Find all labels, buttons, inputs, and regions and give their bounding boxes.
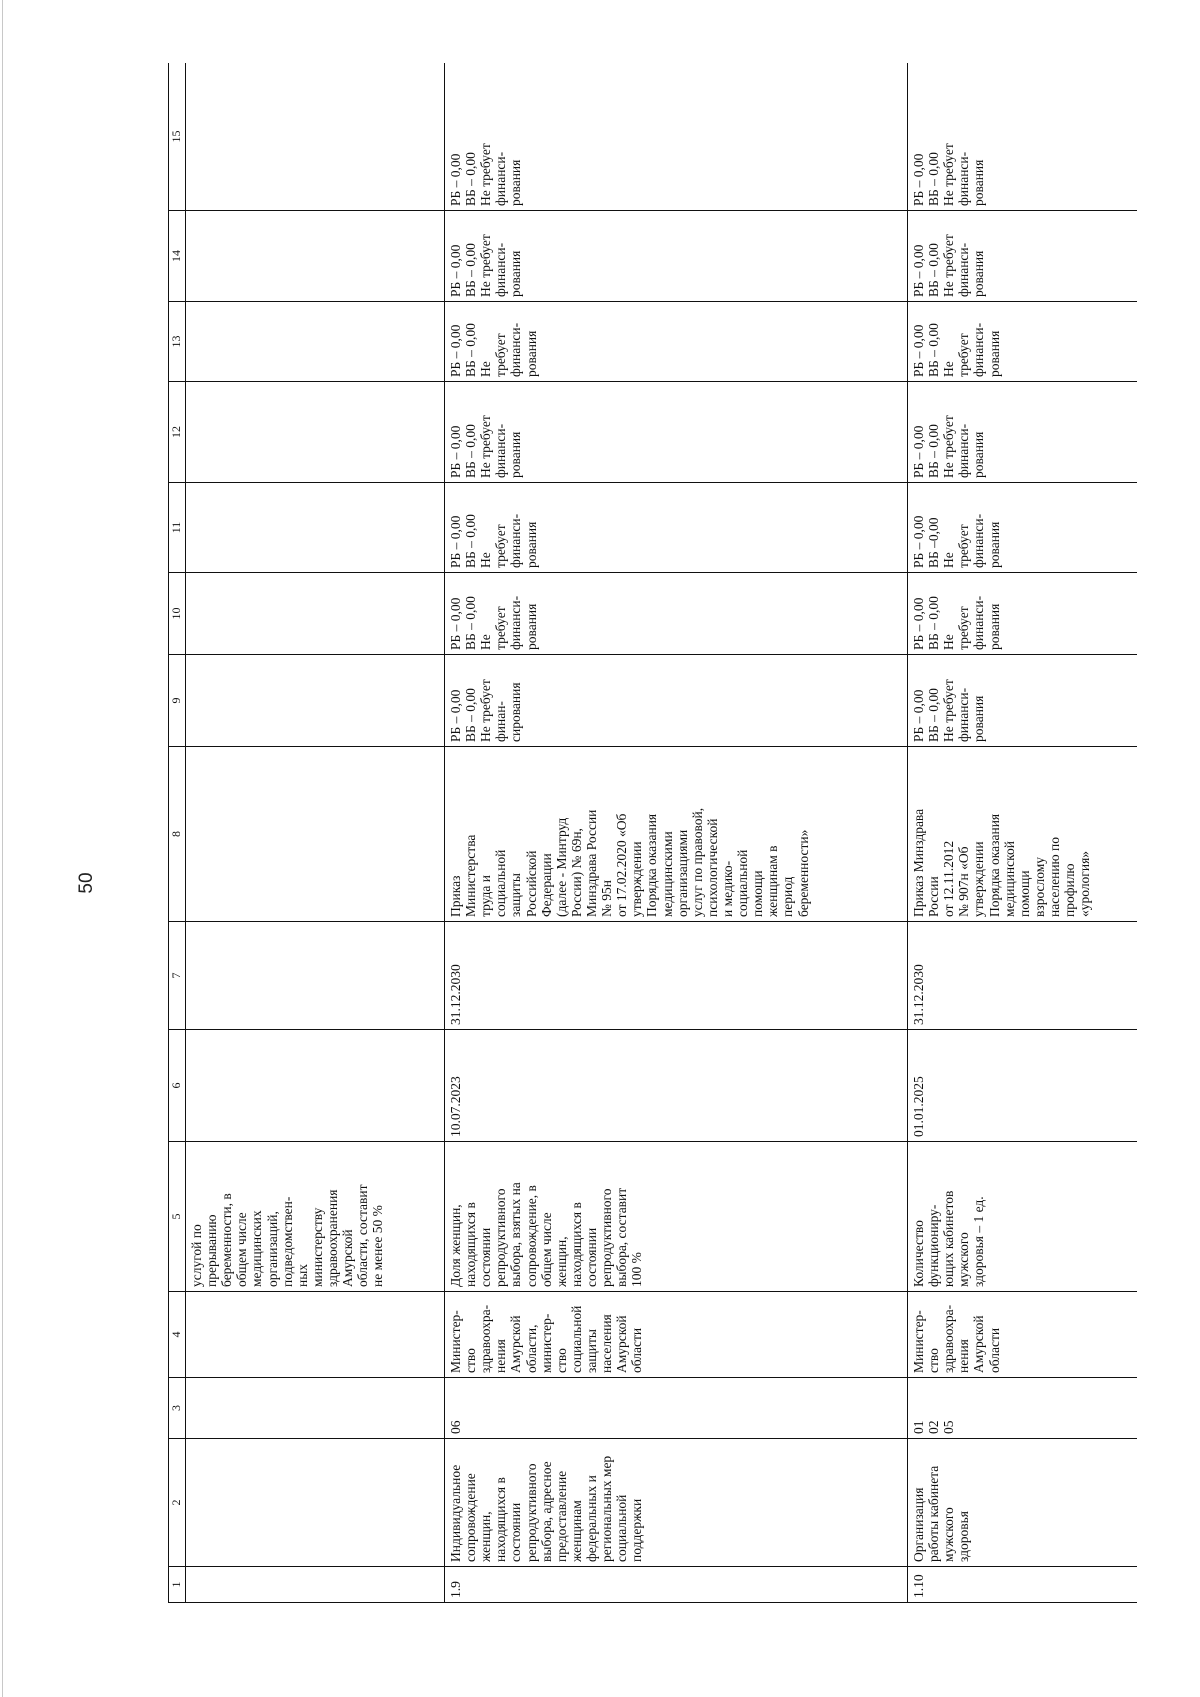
table-row [445, 63, 908, 1603]
header-cell: 8 [169, 747, 186, 922]
header-cell: 13 [169, 302, 186, 382]
cell-funding: РБ – 0,00 ВБ – 0,00 Не требует финан- сирования [445, 655, 908, 747]
cell-code: 06 [445, 1378, 908, 1439]
header-cell: 7 [169, 922, 186, 1030]
cell-funding: РБ – 0,00 ВБ – 0,00 Не требует финанси- рования [908, 302, 1138, 382]
header-cell: 14 [169, 211, 186, 302]
header-cell: 1 [169, 1567, 186, 1603]
cell-funding: РБ – 0,00 ВБ – 0,00 Не требует финанси- рования [908, 63, 1138, 211]
header-cell: 12 [169, 382, 186, 483]
cell-start-date: 01.01.2025 [908, 1030, 1138, 1142]
cell-indicator: услугой по прерыванию беременности, в общем числе медицинских организаций, подведомствен- ных министерству здравоохранения Амурской области, составит не менее 50 % [186, 1142, 445, 1292]
cell-funding: РБ – 0,00 ВБ – 0,00 Не требует финанси- рования [445, 382, 908, 483]
cell-indicator: Количество функциониру- ющих кабинетов мужского здоровья – 1 ед. [908, 1142, 1138, 1292]
cell-funding: РБ – 0,00 ВБ – 0,00 Не требует финанси- рования [908, 382, 1138, 483]
cell-funding [186, 573, 445, 655]
cell-end-date: 31.12.2030 [445, 922, 908, 1030]
cell-funding [186, 382, 445, 483]
cell-funding: РБ – 0,00 ВБ – 0,00 Не требует финанси- рования [445, 483, 908, 573]
cell-funding: РБ – 0,00 ВБ – 0,00 Не требует финанси- рования [445, 63, 908, 211]
header-cell: 9 [169, 655, 186, 747]
cell-funding [186, 211, 445, 302]
header-row [169, 63, 186, 1603]
cell-funding [186, 655, 445, 747]
table-row-continuation [186, 63, 445, 1603]
cell-funding: РБ – 0,00 ВБ –0,00 Не требует финанси- рования [908, 483, 1138, 573]
cell-end-date [186, 922, 445, 1030]
cell-funding: РБ – 0,00 ВБ – 0,00 Не требует финанси- рования [445, 302, 908, 382]
cell-number: 1.9 [445, 1567, 908, 1603]
header-cell: 3 [169, 1378, 186, 1439]
header-cell: 2 [169, 1439, 186, 1567]
cell-executor [186, 1292, 445, 1378]
header-cell: 6 [169, 1030, 186, 1142]
measures-table [168, 63, 1137, 1603]
table-row [908, 63, 1138, 1603]
cell-legal-basis [186, 747, 445, 922]
header-cell: 11 [169, 483, 186, 573]
cell-executor: Министер- ство здравоохра- нения Амурской области, министер- ство социальной защиты населения Амурской области [445, 1292, 908, 1378]
cell-funding: РБ – 0,00 ВБ – 0,00 Не требует финанси- рования [445, 211, 908, 302]
cell-start-date [186, 1030, 445, 1142]
cell-legal-basis: Приказ Минздрава России от 12.11.2012 № 907н «Об утверждении Порядка оказания медицинской помощи взрослому населению по профилю «урология» [908, 747, 1138, 922]
cell-code [186, 1378, 445, 1439]
header-cell: 10 [169, 573, 186, 655]
cell-funding: РБ – 0,00 ВБ – 0,00 Не требует финанси- рования [908, 655, 1138, 747]
scan-edge-line [2, 0, 3, 1697]
cell-funding: РБ – 0,00 ВБ – 0,00 Не требует финанси- рования [908, 211, 1138, 302]
rotated-table-frame [168, 63, 1137, 1603]
header-cell: 15 [169, 63, 186, 211]
cell-funding [186, 302, 445, 382]
cell-funding [186, 483, 445, 573]
cell-measure-name [186, 1439, 445, 1567]
cell-funding: РБ – 0,00 ВБ – 0,00 Не требует финанси- рования [445, 573, 908, 655]
page-number: 50 [76, 872, 97, 894]
cell-start-date: 10.07.2023 [445, 1030, 908, 1142]
cell-number [186, 1567, 445, 1603]
cell-code: 01 02 05 [908, 1378, 1138, 1439]
cell-funding: РБ – 0,00 ВБ – 0,00 Не требует финанси- рования [908, 573, 1138, 655]
cell-indicator: Доля женщин, находящихся в состоянии репродуктивного выбора, взятых на сопровождение, в общем числе женщин, находящихся в состоянии репродуктивного выбора, составит 100 % [445, 1142, 908, 1292]
cell-number: 1.10 [908, 1567, 1138, 1603]
header-cell: 5 [169, 1142, 186, 1292]
table-upright [168, 63, 1137, 1603]
cell-legal-basis: Приказ Министерства труда и социальной защиты Российской Федерации (далее - Минтруд России) № 69н, Минздрава России № 95н от 17.02.2020 «Об утверждении Порядка оказания медицинскими организациями услуг по правовой, психологической и медико- социальной помощи женщинам в период беременности» [445, 747, 908, 922]
cell-measure-name: Организация работы кабинета мужского здоровья [908, 1439, 1138, 1567]
cell-end-date: 31.12.2030 [908, 922, 1138, 1030]
header-cell: 4 [169, 1292, 186, 1378]
cell-executor: Министер- ство здравоохра- нения Амурской области [908, 1292, 1138, 1378]
cell-funding [186, 63, 445, 211]
cell-measure-name: Индивидуальное сопровождение женщин, находящихся в состоянии репродуктивного выбора, адресное предоставление женщинам федеральных и региональных мер социальной поддержки [445, 1439, 908, 1567]
